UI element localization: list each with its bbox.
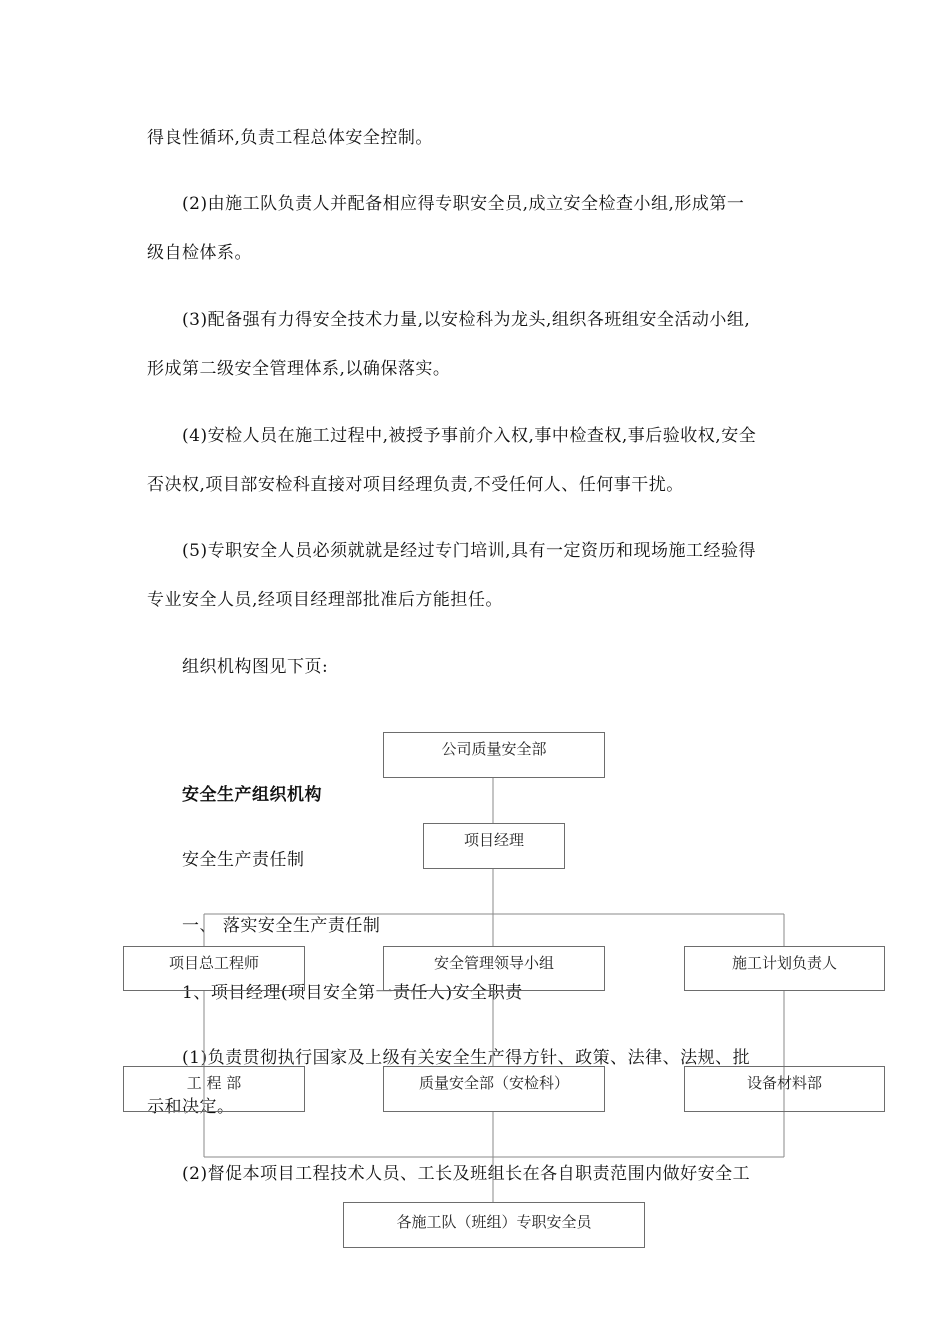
org-box-engineering-dept: 工 程 部: [123, 1066, 305, 1112]
paragraph-line: (2)由施工队负责人并配备相应得专职安全员,成立安全检查小组,形成第一: [182, 194, 745, 214]
org-box-equipment-materials-dept: 设备材料部: [684, 1066, 885, 1112]
paragraph-line: (2)督促本项目工程技术人员、工长及班组长在各自职责范围内做好安全工: [182, 1164, 751, 1184]
paragraph-line: 级自检体系。: [147, 243, 252, 263]
section-heading: 安全生产组织机构: [182, 785, 322, 805]
paragraph-line: 组织机构图见下页:: [182, 657, 329, 677]
item-heading: 1、项目经理(项目安全第一责任人)安全职责: [182, 983, 523, 1003]
paragraph-line: 得良性循环,负责工程总体安全控制。: [147, 128, 433, 148]
org-box-construction-plan-lead: 施工计划负责人: [684, 946, 885, 991]
section-title: 一、 落实安全生产责任制: [182, 916, 381, 936]
org-box-project-manager: 项目经理: [423, 823, 565, 869]
paragraph-line: (5)专职安全人员必须就就是经过专门培训,具有一定资历和现场施工经验得: [182, 541, 756, 561]
paragraph-line: 专业安全人员,经项目经理部批准后方能担任。: [147, 590, 503, 610]
paragraph-line: (3)配备强有力得安全技术力量,以安检科为龙头,组织各班组安全活动小组,: [182, 310, 751, 330]
org-box-chief-engineer: 项目总工程师: [123, 946, 305, 991]
org-box-safety-leadership-group: 安全管理领导小组: [383, 946, 605, 991]
org-box-company-quality-safety: 公司质量安全部: [383, 732, 605, 778]
paragraph-line: 形成第二级安全管理体系,以确保落实。: [147, 359, 451, 379]
org-box-team-safety-officers: 各施工队（班组）专职安全员: [343, 1202, 645, 1248]
paragraph-line: 否决权,项目部安检科直接对项目经理负责,不受任何人、任何事干扰。: [147, 475, 684, 495]
section-subheading: 安全生产责任制: [182, 850, 305, 870]
paragraph-line: (4)安检人员在施工过程中,被授予事前介入权,事中检查权,事后验收权,安全: [182, 426, 757, 446]
paragraph-line: 示和决定。: [147, 1097, 235, 1117]
org-box-quality-safety-dept: 质量安全部（安检科）: [383, 1066, 605, 1112]
paragraph-line: (1)负责贯彻执行国家及上级有关安全生产得方针、政策、法律、法规、批: [182, 1048, 751, 1068]
